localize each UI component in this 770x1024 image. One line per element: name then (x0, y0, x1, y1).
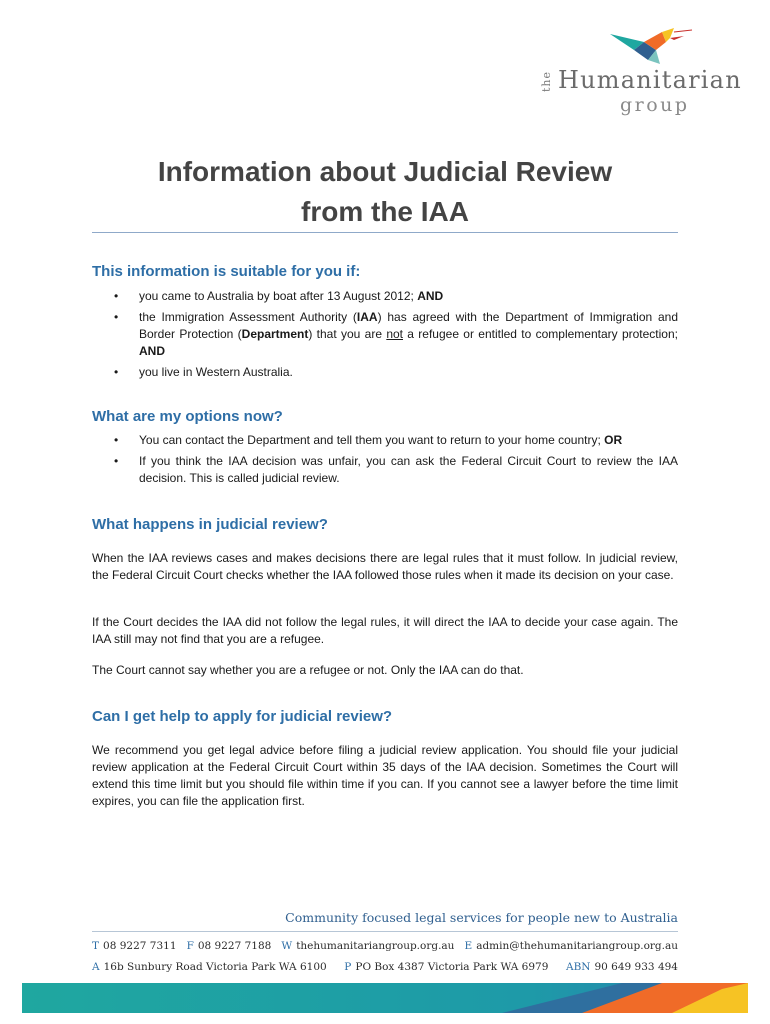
list-item: • You can contact the Department and tell them you want to return to your home country; OR (114, 433, 623, 447)
contact-row-2 (92, 961, 678, 973)
section1-bullet-list (92, 288, 678, 385)
bullet-icon: • (114, 454, 119, 468)
title-line-2: from the IAA (301, 196, 469, 227)
bullet-icon: • (114, 433, 119, 447)
bullet-icon: • (114, 365, 119, 379)
website-contact: W thehumanitariangroup.org.au (281, 940, 455, 952)
email-contact: E admin@thehumanitariangroup.org.au (464, 940, 678, 952)
section3-paragraph-3: The Court cannot say whether you are a refugee or not. Only the IAA can do that. (92, 663, 524, 677)
logo-group-text: group (620, 94, 690, 116)
section3-paragraph-2: If the Court decides the IAA did not follow the legal rules, it will direct the IAA to decide your case again. The IAA still may not find that you are a refugee. (92, 615, 678, 646)
section2-heading: What are my options now? (92, 408, 283, 425)
section4-paragraph-1: We recommend you get legal advice before filing a judicial review application. You should file your judicial review application at the Federal Circuit Court within 35 days of the IAA decision. Sometimes the Court will extend this time limit but you should file within time if you can. If you cannot see a lawyer before the time limit expires, you can file the application first. (92, 743, 678, 808)
po-box-contact: P PO Box 4387 Victoria Park WA 6979 (344, 961, 549, 973)
section1-heading: This information is suitable for you if: (92, 263, 361, 280)
section3-paragraph-1: When the IAA reviews cases and makes decisions there are legal rules that it must follow. In judicial review, the Federal Circuit Court checks whether the IAA followed those rules when it made its decision on your case. (92, 551, 678, 582)
hummingbird-icon (604, 20, 694, 70)
title-divider (92, 232, 678, 233)
list-item: • If you think the IAA decision was unfair, you can ask the Federal Circuit Court to review the IAA decision. This is called judicial review. (114, 454, 678, 485)
footer-tagline: Community focused legal services for people new to Australia (285, 910, 678, 925)
abn-contact: ABN 90 649 933 494 (565, 961, 678, 973)
list-item: • the Immigration Assessment Authority (IAA) has agreed with the Department of Immigration and Border Protection (Department) that you are not a refugee or entitled to complementary protection; AND (114, 310, 679, 358)
section4-heading: Can I get help to apply for judicial review? (92, 708, 393, 725)
list-item: • you live in Western Australia. (114, 365, 293, 379)
footer-color-band (22, 983, 748, 1013)
section2-bullet-list (92, 432, 678, 491)
fax-contact: F 08 9227 7188 (186, 940, 272, 952)
contact-row-1 (92, 940, 678, 952)
bullet-icon: • (114, 289, 119, 303)
title-line-1: Information about Judicial Review (157, 156, 613, 187)
logo-the-text: the (540, 70, 553, 92)
list-item: • you came to Australia by boat after 13 August 2012; AND (114, 289, 444, 303)
address-contact: A 16b Sunbury Road Victoria Park WA 6100 (92, 961, 327, 973)
bullet-icon: • (114, 310, 119, 324)
humanitarian-group-logo (536, 18, 752, 118)
phone-contact: T 08 9227 7311 (92, 940, 177, 952)
document-title (92, 152, 678, 232)
logo-name-text: Humanitarian (558, 66, 742, 94)
section3-heading: What happens in judicial review? (92, 516, 328, 533)
footer-divider (92, 931, 678, 932)
